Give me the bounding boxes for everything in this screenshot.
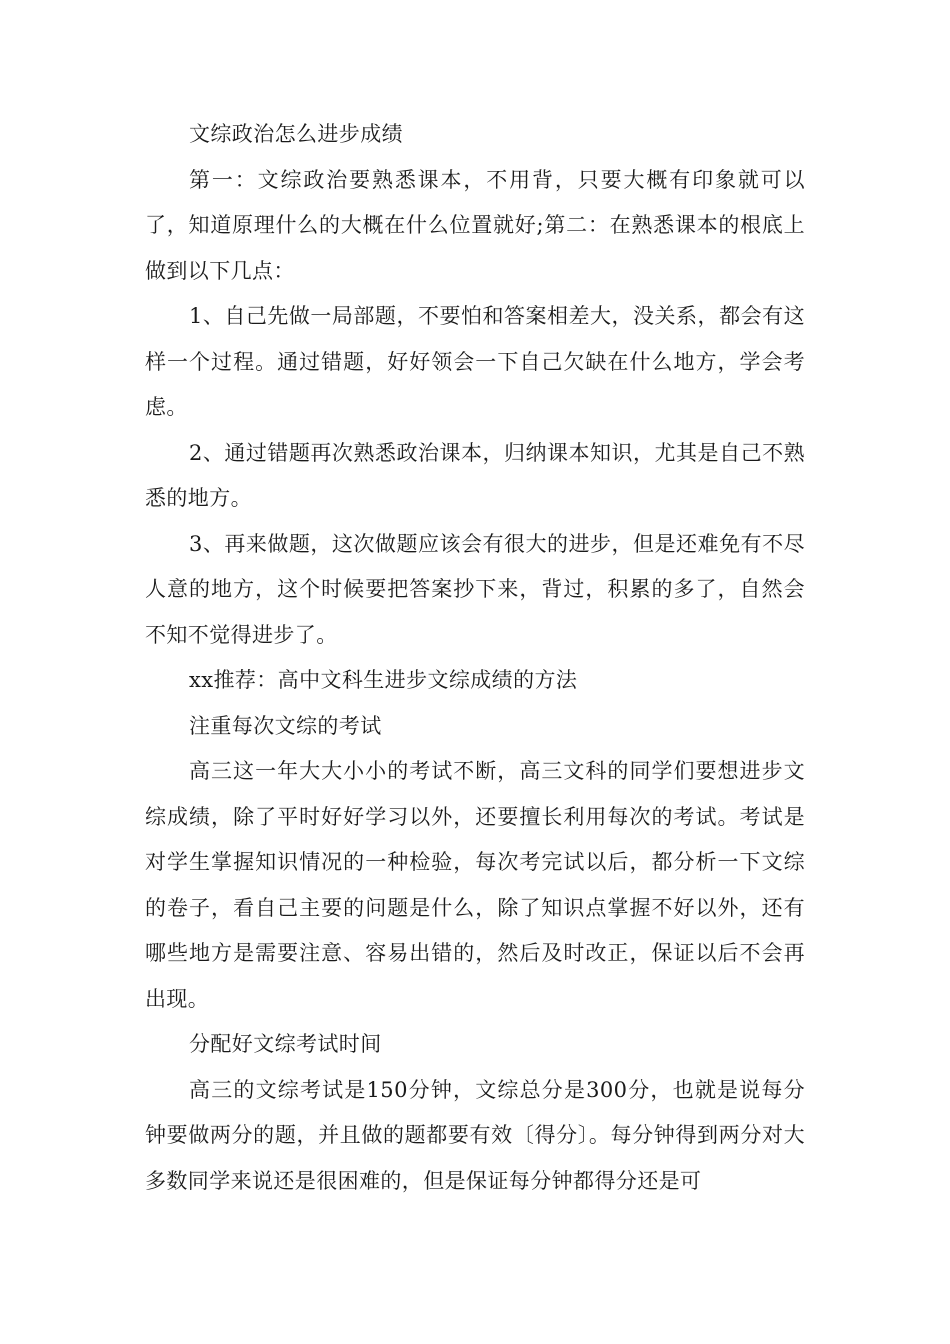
recommend-paragraph: xx推荐：高中文科生进步文综成绩的方法 [189, 668, 578, 692]
body-paragraph: 高三这一年大大小小的考试不断，高三文科的同学们要想进步文综成绩，除了平时好好学习以外，还要擅长利用每次的考试。考试是对学生掌握知识情况的一种检验，每次考完试以后，都分析一下文综的卷子，看自己主要的问题是什么，除了知识点掌握不好以外，还有哪些地方是需要注意、容易出错的，然后及时改正，保证以后不会再出现。 [145, 759, 805, 1011]
subheading-paragraph: 注重每次文综的考试 [189, 713, 382, 738]
list-item-paragraph: 1、自己先做一局部题，不要怕和答案相差大，没关系，都会有这样一个过程。通过错题，好好领会一下自己欠缺在什么地方，学会考虑。 [145, 304, 805, 419]
list-item-paragraph: 2、通过错题再次熟悉政治课本，归纳课本知识，尤其是自己不熟悉的地方。 [145, 440, 805, 510]
body-paragraph: 第一：文综政治要熟悉课本，不用背，只要大概有印象就可以了，知道原理什么的大概在什么位置就好;第二：在熟悉课本的根底上做到以下几点： [145, 167, 805, 283]
subheading-paragraph: 分配好文综考试时间 [189, 1032, 382, 1056]
body-paragraph: 高三的文综考试是150分钟，文综总分是300分，也就是说每分钟要做两分的题，并且做的题都要有效〔得分〕。每分钟得到两分对大多数同学来说还是很困难的，但是保证每分钟都得分还是可 [145, 1077, 805, 1193]
document-body [145, 112, 805, 1204]
heading-paragraph: 文综政治怎么进步成绩 [189, 122, 403, 146]
list-item-paragraph: 3、再来做题，这次做题应该会有很大的进步，但是还难免有不尽人意的地方，这个时候要把答案抄下来，背过，积累的多了，自然会不知不觉得进步了。 [145, 531, 805, 647]
